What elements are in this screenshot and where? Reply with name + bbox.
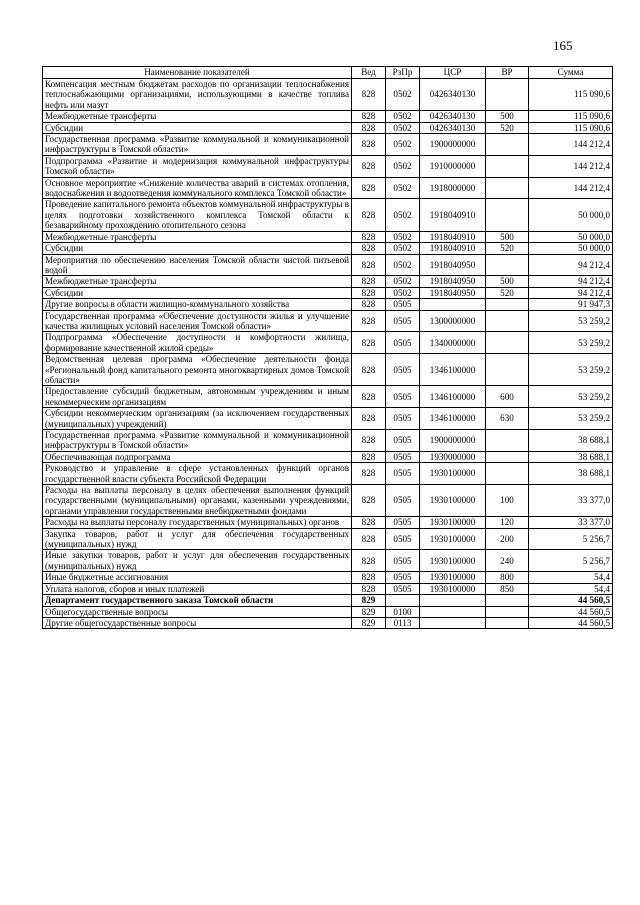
row-vr-cell — [486, 430, 529, 452]
row-ved-cell: 828 — [352, 485, 386, 517]
row-rzpr-cell: 0502 — [386, 79, 420, 111]
row-rzpr-cell: 0502 — [386, 155, 420, 177]
row-vr-cell — [486, 463, 529, 485]
table-row — [43, 595, 613, 606]
row-name-cell: Субсидии — [43, 287, 352, 298]
row-vr-cell — [486, 254, 529, 276]
table-row — [43, 134, 613, 156]
row-name-cell: Подпрограмма «Обеспечение доступности и комфортности жилища, формирование качественной жилой среды» — [43, 332, 352, 354]
row-sum-cell: 38 688,1 — [529, 451, 613, 462]
row-rzpr-cell: 0100 — [386, 606, 420, 617]
table-row — [43, 287, 613, 298]
row-rzpr-cell: 0502 — [386, 243, 420, 254]
row-sum-cell: 53 259,2 — [529, 386, 613, 408]
table-row — [43, 386, 613, 408]
table-row — [43, 408, 613, 430]
row-sum-cell: 53 259,2 — [529, 354, 613, 386]
row-csr-cell: 1918040950 — [420, 276, 486, 287]
row-name-cell: Субсидии — [43, 243, 352, 254]
table-row — [43, 430, 613, 452]
row-csr-cell: 1918040950 — [420, 287, 486, 298]
row-csr-cell: 1300000000 — [420, 310, 486, 332]
row-name-cell: Ведомственная целевая программа «Обеспечение деятельности фонда «Региональный фонд капитального ремонта многоквартирных домов Томской области» — [43, 354, 352, 386]
row-ved-cell: 828 — [352, 177, 386, 199]
row-sum-cell: 94 212,4 — [529, 287, 613, 298]
row-ved-cell: 828 — [352, 517, 386, 528]
row-csr-cell: 1930100000 — [420, 572, 486, 583]
row-name-cell: Межбюджетные трансферты — [43, 276, 352, 287]
row-sum-cell: 115 090,6 — [529, 79, 613, 111]
row-csr-cell: 1910000000 — [420, 155, 486, 177]
row-ved-cell: 828 — [352, 155, 386, 177]
row-ved-cell: 828 — [352, 122, 386, 133]
row-csr-cell: 1346100000 — [420, 386, 486, 408]
row-rzpr-cell: 0505 — [386, 386, 420, 408]
row-csr-cell: 1930100000 — [420, 463, 486, 485]
row-vr-cell — [486, 332, 529, 354]
table-row — [43, 332, 613, 354]
row-sum-cell: 144 212,4 — [529, 177, 613, 199]
row-ved-cell: 828 — [352, 199, 386, 231]
table-row — [43, 177, 613, 199]
row-name-cell: Расходы на выплаты персоналу государственных (муниципальных) органов — [43, 517, 352, 528]
row-name-cell: Государственная программа «Развитие коммунальной и коммуникационной инфраструктуры в Томской области» — [43, 430, 352, 452]
row-rzpr-cell: 0502 — [386, 199, 420, 231]
row-vr-cell — [486, 354, 529, 386]
row-ved-cell: 828 — [352, 386, 386, 408]
row-sum-cell: 53 259,2 — [529, 408, 613, 430]
table-row — [43, 451, 613, 462]
row-vr-cell: 600 — [486, 386, 529, 408]
header-ved: Вед — [352, 67, 386, 79]
row-sum-cell: 5 256,7 — [529, 550, 613, 572]
table-row — [43, 243, 613, 254]
row-sum-cell: 115 090,6 — [529, 122, 613, 133]
table-row — [43, 606, 613, 617]
row-vr-cell — [486, 451, 529, 462]
header-name: Наименование показателей — [43, 67, 352, 79]
table-body — [43, 79, 613, 629]
row-csr-cell: 1930000000 — [420, 451, 486, 462]
row-sum-cell: 44 560,5 — [529, 617, 613, 628]
row-sum-cell: 44 560,5 — [529, 595, 613, 606]
row-csr-cell — [420, 606, 486, 617]
row-ved-cell: 829 — [352, 595, 386, 606]
row-rzpr-cell: 0502 — [386, 231, 420, 242]
row-vr-cell — [486, 595, 529, 606]
row-rzpr-cell: 0505 — [386, 299, 420, 310]
row-rzpr-cell: 0505 — [386, 550, 420, 572]
row-sum-cell: 44 560,5 — [529, 606, 613, 617]
row-sum-cell: 50 000,0 — [529, 243, 613, 254]
row-sum-cell: 50 000,0 — [529, 199, 613, 231]
row-name-cell: Субсидии некоммерческим организациям (за исключением государственных (муниципальных) учреждений) — [43, 408, 352, 430]
row-vr-cell: 520 — [486, 122, 529, 133]
row-rzpr-cell: 0505 — [386, 517, 420, 528]
row-rzpr-cell: 0502 — [386, 276, 420, 287]
row-vr-cell: 120 — [486, 517, 529, 528]
table-row — [43, 463, 613, 485]
row-name-cell: Руководство и управление в сфере установленных функций органов государственной власти субъекта Российской Федерации — [43, 463, 352, 485]
row-ved-cell: 828 — [352, 408, 386, 430]
row-rzpr-cell: 0502 — [386, 177, 420, 199]
row-rzpr-cell: 0502 — [386, 134, 420, 156]
row-csr-cell: 1918040910 — [420, 199, 486, 231]
table-row — [43, 528, 613, 550]
table-row — [43, 583, 613, 594]
row-vr-cell: 200 — [486, 528, 529, 550]
row-vr-cell — [486, 617, 529, 628]
row-name-cell: Расходы на выплаты персоналу в целях обеспечения выполнения функций государственными (муниципальными) органами, казенными учреждениями, органами управления государственными внебюджетными фондами — [43, 485, 352, 517]
row-ved-cell: 828 — [352, 354, 386, 386]
row-csr-cell: 1930100000 — [420, 517, 486, 528]
row-sum-cell: 38 688,1 — [529, 430, 613, 452]
row-vr-cell: 500 — [486, 231, 529, 242]
row-name-cell: Проведение капитального ремонта объектов коммунальной инфраструктуры в целях подготовки хозяйственного комплекса Томской области к безаварийному прохождению отопительного сезона — [43, 199, 352, 231]
row-name-cell: Субсидии — [43, 122, 352, 133]
row-csr-cell: 1930100000 — [420, 583, 486, 594]
table-row — [43, 550, 613, 572]
row-rzpr-cell: 0505 — [386, 572, 420, 583]
row-rzpr-cell: 0505 — [386, 451, 420, 462]
row-csr-cell: 1930100000 — [420, 485, 486, 517]
row-rzpr-cell: 0505 — [386, 408, 420, 430]
row-csr-cell — [420, 299, 486, 310]
row-sum-cell: 38 688,1 — [529, 463, 613, 485]
row-vr-cell: 100 — [486, 485, 529, 517]
row-vr-cell — [486, 155, 529, 177]
row-csr-cell: 1918040910 — [420, 231, 486, 242]
row-sum-cell: 54,4 — [529, 572, 613, 583]
row-rzpr-cell: 0505 — [386, 485, 420, 517]
row-rzpr-cell: 0502 — [386, 254, 420, 276]
row-csr-cell: 1340000000 — [420, 332, 486, 354]
header-rzpr: РзПр — [386, 67, 420, 79]
row-sum-cell: 53 259,2 — [529, 332, 613, 354]
row-ved-cell: 828 — [352, 231, 386, 242]
row-sum-cell: 94 212,4 — [529, 276, 613, 287]
row-sum-cell: 50 000,0 — [529, 231, 613, 242]
row-vr-cell: 520 — [486, 243, 529, 254]
row-name-cell: Другие общегосударственные вопросы — [43, 617, 352, 628]
row-ved-cell: 828 — [352, 463, 386, 485]
row-ved-cell: 828 — [352, 287, 386, 298]
row-name-cell: Иные закупки товаров, работ и услуг для обеспечения государственных (муниципальных) нужд — [43, 550, 352, 572]
row-ved-cell: 828 — [352, 243, 386, 254]
row-vr-cell: 520 — [486, 287, 529, 298]
row-ved-cell: 829 — [352, 617, 386, 628]
row-name-cell: Закупка товаров, работ и услуг для обеспечения государственных (муниципальных) нужд — [43, 528, 352, 550]
table-row — [43, 299, 613, 310]
table-row — [43, 517, 613, 528]
row-name-cell: Государственная программа «Обеспечение доступности жилья и улучшение качества жилищных условий населения Томской области» — [43, 310, 352, 332]
row-rzpr-cell: 0505 — [386, 528, 420, 550]
table-row — [43, 276, 613, 287]
row-csr-cell: 1346100000 — [420, 354, 486, 386]
row-vr-cell — [486, 79, 529, 111]
table-row — [43, 79, 613, 111]
row-ved-cell: 828 — [352, 572, 386, 583]
header-vr: ВР — [486, 67, 529, 79]
row-rzpr-cell: 0502 — [386, 111, 420, 122]
row-rzpr-cell: 0505 — [386, 583, 420, 594]
row-name-cell: Предоставление субсидий бюджетным, автономным учреждениям и иным некоммерческим организациям — [43, 386, 352, 408]
page-number: 165 — [553, 38, 573, 53]
row-sum-cell: 94 212,4 — [529, 254, 613, 276]
row-vr-cell: 240 — [486, 550, 529, 572]
row-sum-cell: 5 256,7 — [529, 528, 613, 550]
row-vr-cell: 800 — [486, 572, 529, 583]
row-sum-cell: 144 212,4 — [529, 134, 613, 156]
row-ved-cell: 829 — [352, 606, 386, 617]
row-ved-cell: 828 — [352, 550, 386, 572]
row-ved-cell: 828 — [352, 299, 386, 310]
row-name-cell: Компенсация местным бюджетам расходов по организации теплоснабжения теплоснабжающими организациями, использующими в качестве топлива нефть или мазут — [43, 79, 352, 111]
row-name-cell: Другие вопросы в области жилищно-коммунального хозяйства — [43, 299, 352, 310]
table-row — [43, 310, 613, 332]
header-sum: Сумма — [529, 67, 613, 79]
row-vr-cell: 500 — [486, 111, 529, 122]
row-ved-cell: 828 — [352, 310, 386, 332]
row-rzpr-cell: 0505 — [386, 332, 420, 354]
row-name-cell: Иные бюджетные ассигнования — [43, 572, 352, 583]
row-rzpr-cell: 0113 — [386, 617, 420, 628]
row-csr-cell: 0426340130 — [420, 122, 486, 133]
row-rzpr-cell — [386, 595, 420, 606]
row-ved-cell: 828 — [352, 79, 386, 111]
row-vr-cell — [486, 199, 529, 231]
row-ved-cell: 828 — [352, 111, 386, 122]
table-row — [43, 617, 613, 628]
row-name-cell: Обеспечивающая подпрограмма — [43, 451, 352, 462]
row-name-cell: Межбюджетные трансферты — [43, 111, 352, 122]
table-row — [43, 122, 613, 133]
row-sum-cell: 91 947,3 — [529, 299, 613, 310]
row-sum-cell: 54,4 — [529, 583, 613, 594]
row-name-cell: Мероприятия по обеспечению населения Томской области чистой питьевой водой — [43, 254, 352, 276]
row-csr-cell: 1918040910 — [420, 243, 486, 254]
table-row — [43, 485, 613, 517]
table-row — [43, 254, 613, 276]
budget-table — [42, 66, 613, 629]
row-ved-cell: 828 — [352, 332, 386, 354]
table-row — [43, 111, 613, 122]
row-csr-cell: 1918000000 — [420, 177, 486, 199]
table-header-row — [43, 67, 613, 79]
row-vr-cell — [486, 177, 529, 199]
row-vr-cell: 630 — [486, 408, 529, 430]
row-rzpr-cell: 0502 — [386, 287, 420, 298]
row-rzpr-cell: 0505 — [386, 463, 420, 485]
row-name-cell: Департамент государственного заказа Томской области — [43, 595, 352, 606]
row-csr-cell: 1930100000 — [420, 550, 486, 572]
row-vr-cell — [486, 310, 529, 332]
row-ved-cell: 828 — [352, 134, 386, 156]
row-rzpr-cell: 0505 — [386, 430, 420, 452]
row-ved-cell: 828 — [352, 276, 386, 287]
row-csr-cell: 1930100000 — [420, 528, 486, 550]
table-row — [43, 354, 613, 386]
row-name-cell: Общегосударственные вопросы — [43, 606, 352, 617]
row-vr-cell — [486, 606, 529, 617]
table-row — [43, 199, 613, 231]
row-vr-cell — [486, 134, 529, 156]
row-name-cell: Межбюджетные трансферты — [43, 231, 352, 242]
row-name-cell: Основное мероприятие «Снижение количества аварий в системах отопления, водоснабжения и водоотведения коммунального комплекса Томской области» — [43, 177, 352, 199]
row-name-cell: Подпрограмма «Развитие и модернизация коммунальной инфраструктуры Томской области» — [43, 155, 352, 177]
row-ved-cell: 828 — [352, 583, 386, 594]
row-sum-cell: 53 259,2 — [529, 310, 613, 332]
table-row — [43, 572, 613, 583]
row-sum-cell: 33 377,0 — [529, 485, 613, 517]
table-row — [43, 231, 613, 242]
row-csr-cell: 1900000000 — [420, 134, 486, 156]
row-sum-cell: 115 090,6 — [529, 111, 613, 122]
row-csr-cell — [420, 595, 486, 606]
row-csr-cell: 1918040950 — [420, 254, 486, 276]
row-csr-cell: 1346100000 — [420, 408, 486, 430]
row-sum-cell: 33 377,0 — [529, 517, 613, 528]
row-csr-cell: 0426340130 — [420, 111, 486, 122]
header-csr: ЦСР — [420, 67, 486, 79]
row-vr-cell: 500 — [486, 276, 529, 287]
row-ved-cell: 828 — [352, 451, 386, 462]
row-ved-cell: 828 — [352, 528, 386, 550]
row-rzpr-cell: 0505 — [386, 354, 420, 386]
row-csr-cell: 0426340130 — [420, 79, 486, 111]
row-csr-cell: 1900000000 — [420, 430, 486, 452]
row-vr-cell — [486, 299, 529, 310]
row-rzpr-cell: 0502 — [386, 122, 420, 133]
row-vr-cell: 850 — [486, 583, 529, 594]
row-ved-cell: 828 — [352, 430, 386, 452]
row-ved-cell: 828 — [352, 254, 386, 276]
table-row — [43, 155, 613, 177]
row-csr-cell — [420, 617, 486, 628]
row-rzpr-cell: 0505 — [386, 310, 420, 332]
row-sum-cell: 144 212,4 — [529, 155, 613, 177]
row-name-cell: Государственная программа «Развитие коммунальной и коммуникационной инфраструктуры в Томской области» — [43, 134, 352, 156]
row-name-cell: Уплата налогов, сборов и иных платежей — [43, 583, 352, 594]
